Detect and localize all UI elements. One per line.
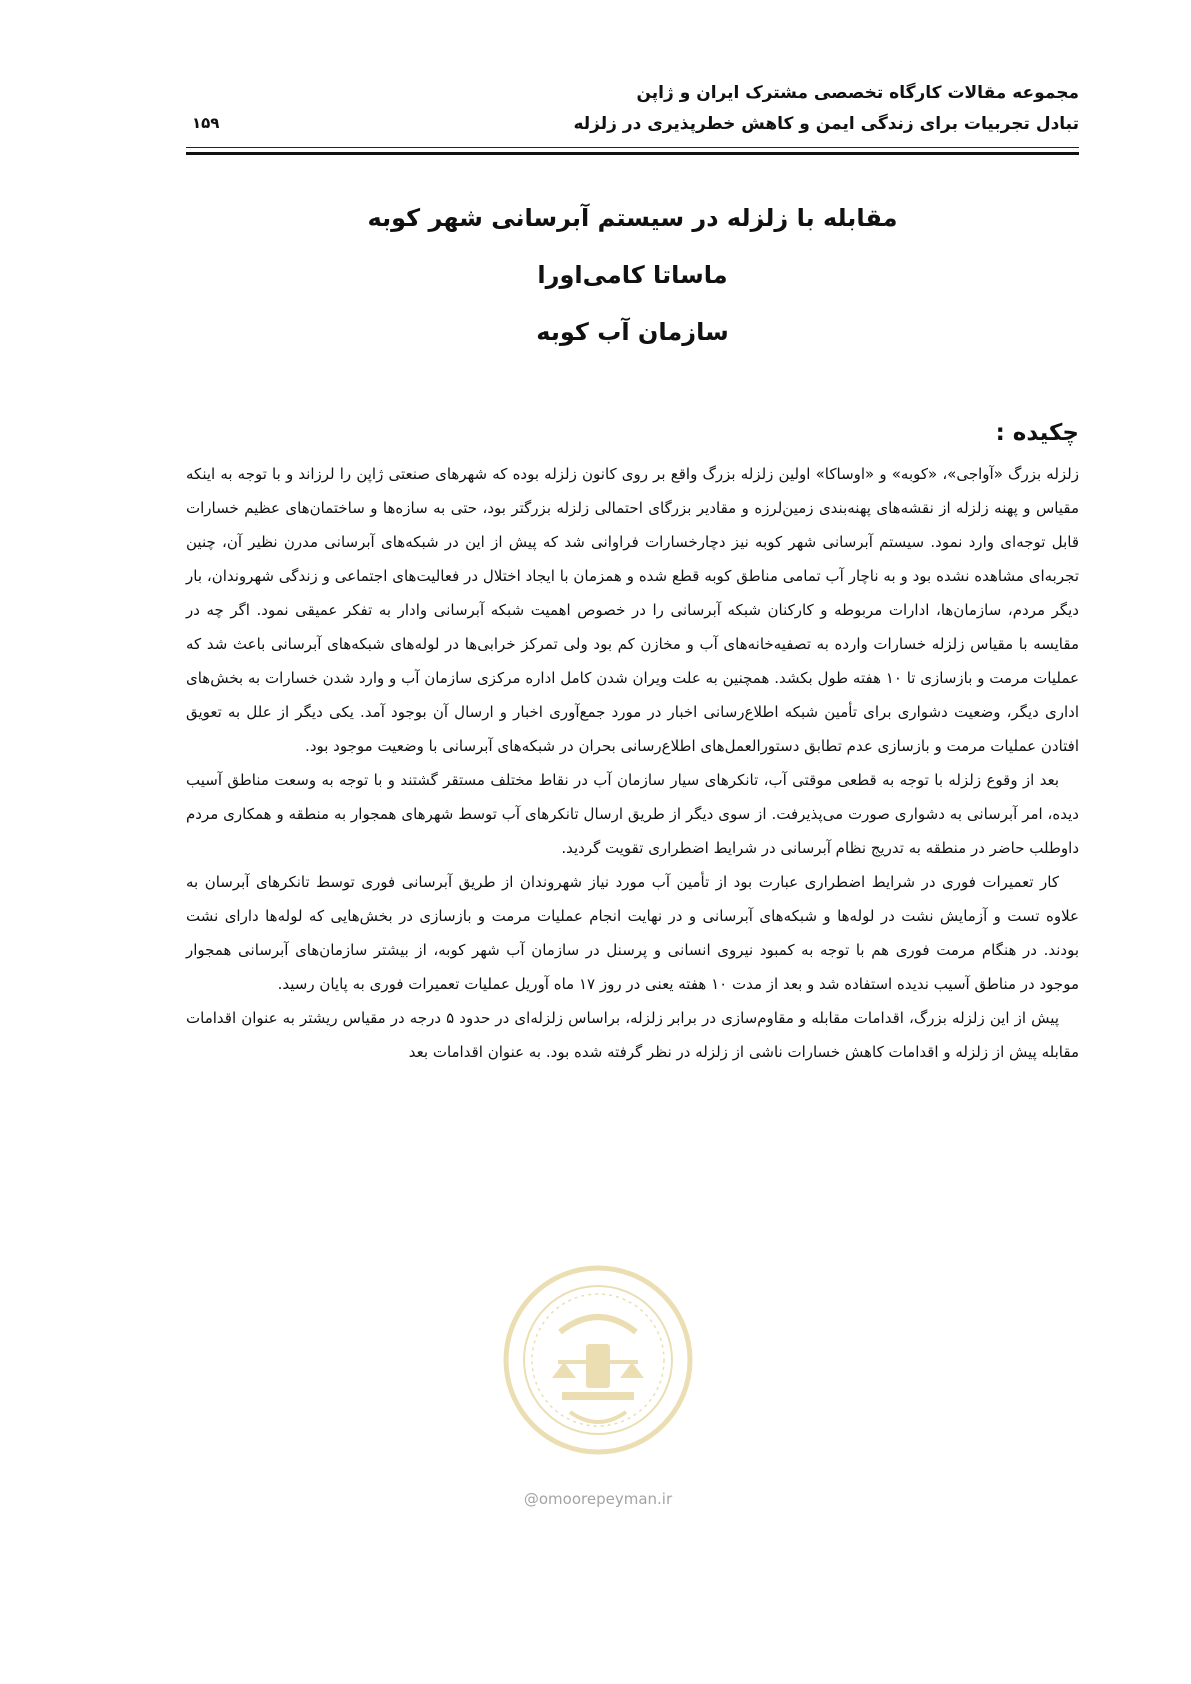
header-rule-thin [186,147,1079,148]
abstract-body [186,457,1079,1069]
paragraph: بعد از وقوع زلزله با توجه به قطعی موقتی آب، تانکرهای سیار سازمان آب در نقاط مختلف مستقر گشتند و با توجه به وسعت مناطق آسیب دیده، امر آبرسانی به دشواری صورت می‌پذیرفت. از سوی دیگر از طریق ارسال تانکرهای آب توسط شهرهای همجوار به منطقه و همکاری مردم داوطلب حاضر در منطقه به تدریج نظام آبرسانی در شرایط اضطراری تقویت گردید. [186,771,1079,857]
header-title-block [573,78,1079,140]
paragraph: پیش از این زلزله بزرگ، اقدامات مقابله و مقاوم‌سازی در برابر زلزله، براساس زلزله‌ای در حدود ۵ درجه در مقیاس ریشتر به عنوان اقدامات مقابله پیش از زلزله و اقدامات کاهش خسارات ناشی از زلزله در نظر گرفته شده بود. به عنوان اقدامات بعد [186,1009,1079,1061]
watermark-seal-icon [500,1262,696,1458]
header-line-2: تبادل تجربیات برای زندگی ایمن و کاهش خطرپذیری در زلزله [573,114,1079,134]
author-name: ماساتا کامی‌اورا [537,261,728,289]
title-block [186,190,1079,361]
header-rule-thick [186,152,1079,155]
page-header [186,78,1079,158]
organization-name: سازمان آب کوبه [536,318,729,346]
header-line-1: مجموعه مقالات کارگاه تخصصی مشترک ایران و ژاپن [636,83,1079,103]
page-number: ۱۵۹ [192,114,220,132]
article-title: مقابله با زلزله در سیستم آبرسانی شهر کوبه [367,204,898,232]
paragraph: کار تعمیرات فوری در شرایط اضطراری عبارت بود از تأمین آب مورد نیاز شهروندان از طریق آبرسانی فوری توسط تانکرهای آبرسان به علاوه تست و آزمایش نشت در لوله‌ها و شبکه‌های آبرسانی و در نهایت انجام عملیات مرمت و بازسازی در بخش‌هایی که لوله‌ها دارای نشت بودند. در هنگام مرمت فوری هم با توجه به کمبود نیروی انسانی و پرسنل در سازمان آب شهر کوبه، از بیشتر سازمان‌های آبرسانی همجوار موجود در مناطق آسیب ندیده استفاده شد و بعد از مدت ۱۰ هفته یعنی در روز ۱۷ ماه آوریل عملیات تعمیرات فوری به پایان رسید. [186,873,1079,993]
watermark-text: @omoorepeyman.ir [523,1490,673,1508]
abstract-heading: چکیده : [995,420,1079,446]
paragraph: زلزله بزرگ «آواجی»، «کوبه» و «اوساکا» اولین زلزله بزرگ واقع بر روی کانون زلزله بوده که شهرهای صنعتی ژاپن را لرزاند و با توجه به اینکه مقیاس و پهنه زلزله از نقشه‌های پهنه‌بندی زمین‌لرزه و مقادیر بزرگای احتمالی زلزله بزرگتر بود، حتی به سازه‌ها و ساختمان‌های عظیم خسارات قابل توجه‌ای وارد نمود. سیستم آبرسانی شهر کوبه نیز دچارخسارات فراوانی شد که پیش از این در شبکه‌های آبرسانی مدرن نظیر آن، چنین تجربه‌ای مشاهده نشده بود و به ناچار آب تمامی مناطق کوبه قطع شده و همزمان با ایجاد اختلال در فعالیت‌های اجتماعی و زندگی شهروندان، بار دیگر مردم، سازمان‌ها، ادارات مربوطه و کارکنان شبکه آبرسانی را در خصوص اهمیت شبکه آبرسانی وادار به تفکر عمیقی نمود. اگر چه در مقایسه با مقیاس زلزله خسارات وارده به تصفیه‌خانه‌های آب و مخازن کم بود ولی تمرکز خرابی‌ها در لوله‌های شبکه‌های آبرسانی باعث شد که عملیات مرمت و بازسازی تا ۱۰ هفته طول بکشد. همچنین به علت ویران شدن کامل اداره مرکزی سازمان آب و وارد شدن خسارات به بخش‌های اداری دیگر، وضعیت دشواری برای تأمین شبکه اطلاع‌رسانی اخبار در مورد جمع‌آوری اخبار و ارسال آن بوجود آمد. یکی دیگر از علل به تعویق افتادن عملیات مرمت و بازسازی عدم تطابق دستورالعمل‌های اطلاع‌رسانی بحران در شبکه‌های آبرسانی با وضعیت موجود بود. [186,465,1079,755]
